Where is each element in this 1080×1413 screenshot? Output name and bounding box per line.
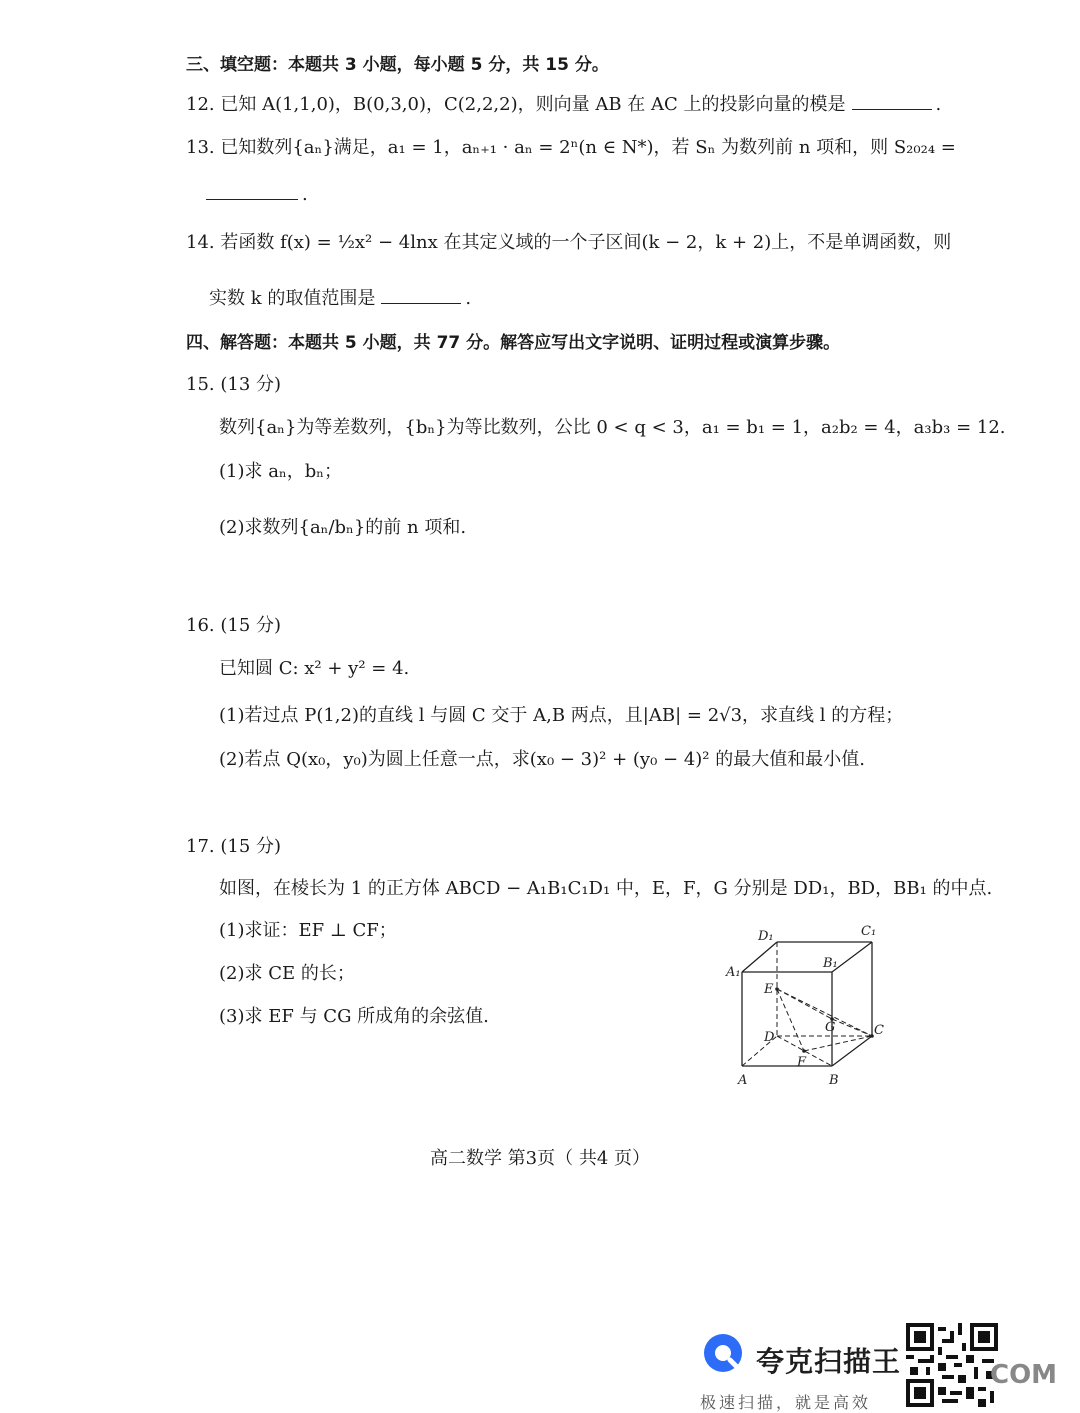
question-15-part2: (2)求数列{aₙ/bₙ}的前 n 项和.: [219, 517, 467, 538]
seg-GC: [832, 1019, 872, 1036]
question-13: [186, 137, 956, 159]
seg-EF: [777, 989, 804, 1051]
question-17-stem: 如图，在棱长为 1 的正方体 ABCD − A₁B₁C₁D₁ 中，E，F，G 分别是 DD₁，BD，BB₁ 的中点.: [219, 878, 993, 899]
question-15-stem: 数列{aₙ}为等差数列，{bₙ}为等比数列，公比 0 < q < 3，a₁ = b₁ = 1，a₂b₂ = 4，a₃b₃ = 12.: [219, 417, 1006, 438]
site-watermark: COM: [990, 1360, 1058, 1390]
question-17-part1: (1)求证：EF ⊥ CF；: [219, 920, 397, 941]
answer-blank-14: [381, 287, 461, 304]
point-E: [775, 987, 779, 991]
section3-header: 三、填空题：本题共 3 小题，每小题 5 分，共 15 分。: [186, 55, 609, 75]
question-17-title: 17. (15 分): [186, 836, 282, 857]
label-D1: D₁: [758, 929, 774, 944]
question-16-stem: 已知圆 C: x² + y² = 4.: [219, 658, 410, 679]
label-B1: B₁: [823, 956, 838, 971]
edge-B1C1: [832, 942, 872, 972]
label-A1: A₁: [726, 965, 741, 980]
section4-header: 四、解答题：本题共 5 小题，共 77 分。解答应写出文字说明、证明过程或演算步骤。: [186, 333, 841, 353]
page-footer: 高二数学 第3页（ 共4 页）: [429, 1148, 651, 1169]
label-D: D: [764, 1030, 775, 1045]
scanner-brand-name: 夸克扫描王: [756, 1345, 902, 1378]
label-C: C: [874, 1023, 884, 1038]
scanner-brand-slogan: 极速扫描，就是高效: [700, 1393, 872, 1412]
label-G: G: [825, 1020, 836, 1035]
question-14: [186, 232, 951, 254]
question-14-text: 14. 若函数 f(x) = ½x² − 4lnx 在其定义域的一个子区间(k − 2，k + 2)上，不是单调函数，则: [186, 232, 952, 253]
question-13-answer-line: .: [206, 183, 308, 206]
scanner-logo-icon: [700, 1330, 746, 1376]
question-16-title: 16. (15 分): [186, 615, 282, 636]
label-C1: C₁: [861, 924, 877, 939]
question-13-text: 13. 已知数列{aₙ}满足，a₁ = 1，aₙ₊₁ · aₙ = 2ⁿ(n ∈ N*)，若 Sₙ 为数列前 n 项和，则 S₂₀₂₄ =: [186, 137, 956, 158]
question-15-title: 15. (13 分): [186, 374, 282, 395]
question-17-part2: (2)求 CE 的长；: [219, 963, 355, 984]
question-17-part3: (3)求 EF 与 CG 所成角的余弦值.: [219, 1006, 489, 1027]
answer-blank-13: [206, 183, 298, 200]
seg-EG: [777, 989, 832, 1019]
question-12: 12. 已知 A(1,1,0)，B(0,3,0)，C(2,2,2)，则向量 AB 在 AC 上的投影向量的模是 .: [186, 94, 942, 115]
cube-figure: [722, 920, 892, 1095]
point-F: [802, 1049, 806, 1053]
label-A: A: [738, 1073, 748, 1088]
question-16-part2: (2)若点 Q(x₀，y₀)为圆上任意一点，求(x₀ − 3)² + (y₀ − 4)² 的最大值和最小值.: [219, 749, 865, 770]
edge-A1D1: [742, 942, 777, 972]
question-16-part1: (1)若过点 P(1,2)的直线 l 与圆 C 交于 A,B 两点，且|AB| = 2√3，求直线 l 的方程；: [219, 705, 904, 726]
question-14-line2: 实数 k 的取值范围是 .: [209, 288, 472, 309]
label-F: F: [797, 1055, 807, 1070]
label-E: E: [764, 982, 774, 997]
answer-blank-12: [852, 93, 932, 110]
label-B: B: [829, 1073, 839, 1088]
qr-code-icon: [906, 1322, 998, 1408]
question-12-text: 12. 已知 A(1,1,0)，B(0,3,0)，C(2,2,2)，则向量 AB 在 AC 上的投影向量的模是: [186, 94, 846, 115]
question-15-part1: (1)求 aₙ，bₙ；: [219, 461, 343, 482]
